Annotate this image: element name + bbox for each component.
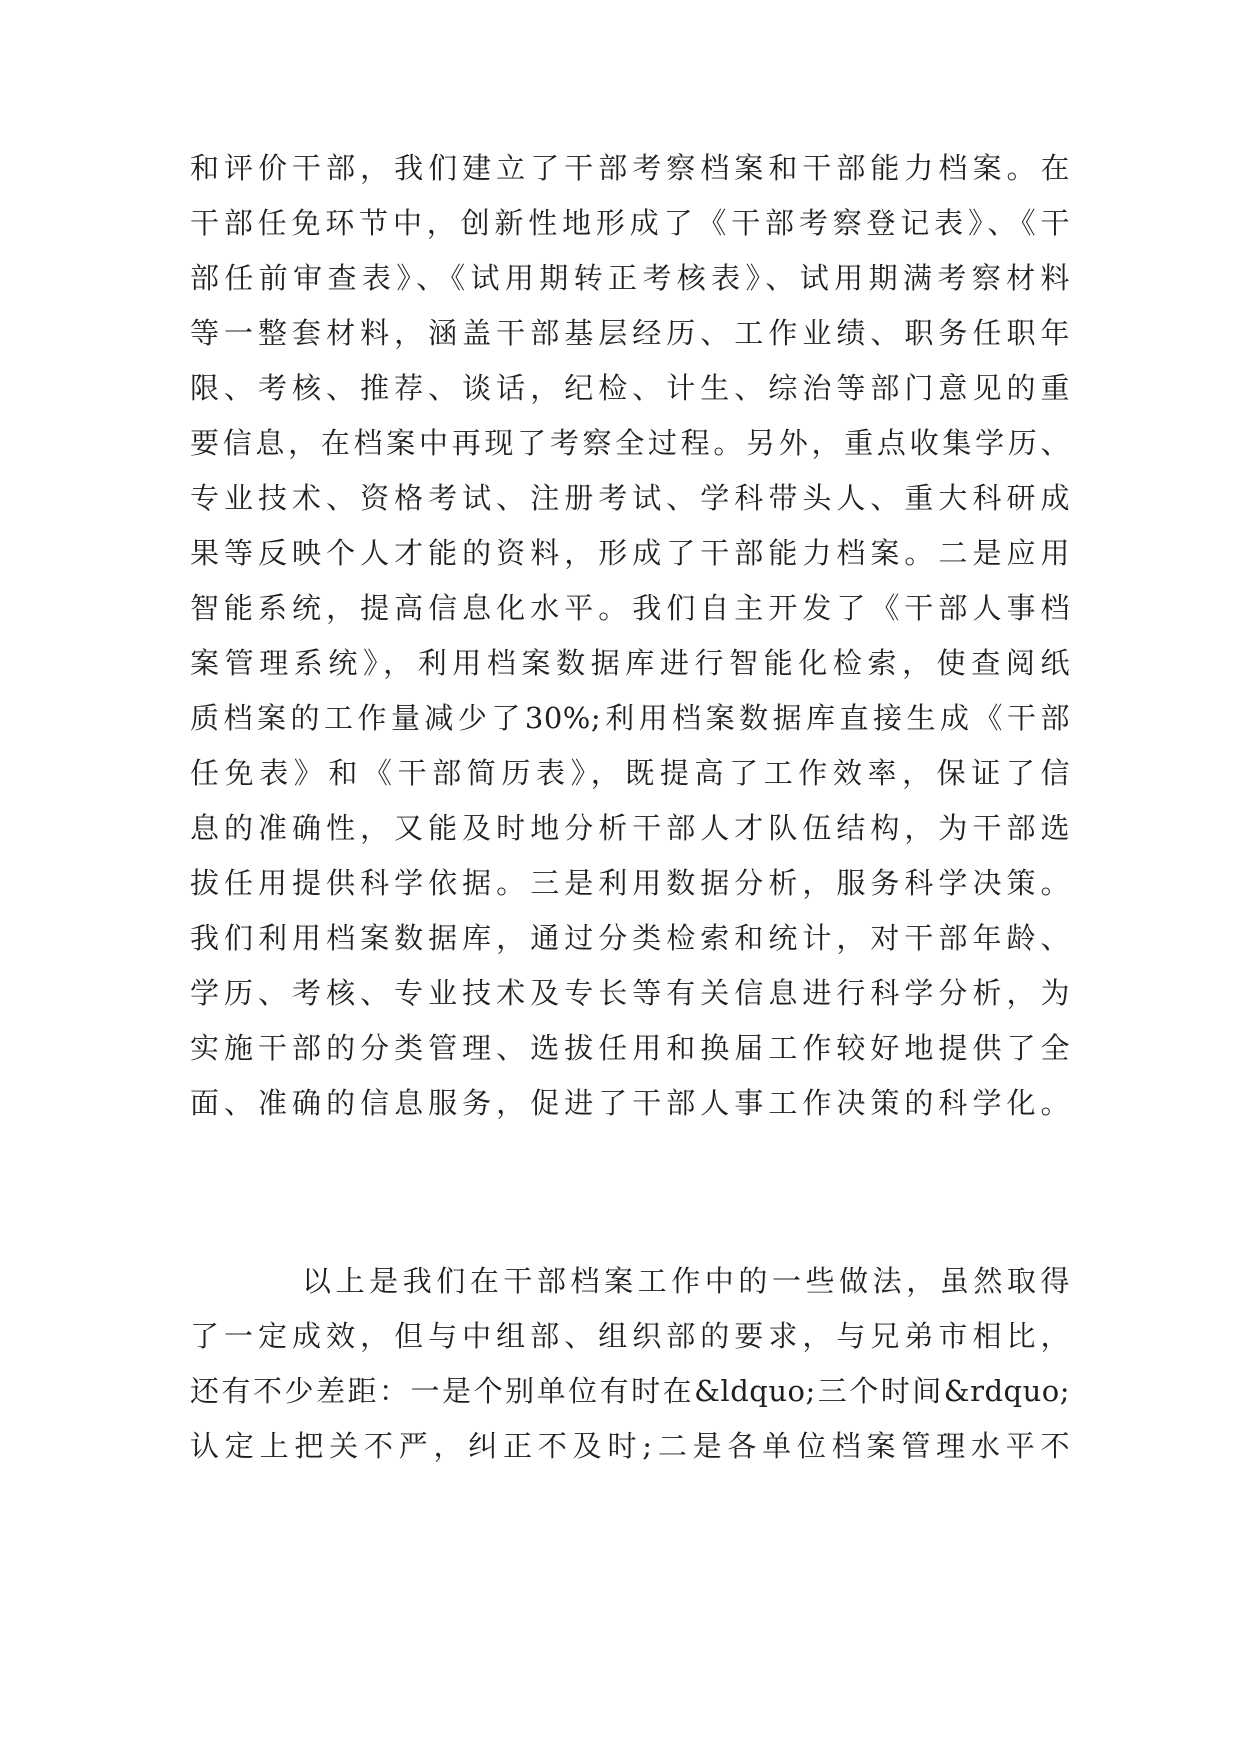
text-line: 以上是我们在干部档案工作中的一些做法，虽然取得: [302, 1264, 1070, 1298]
text-line: 还有不少差距：一是个别单位有时在&ldquo;三个时间&rdquo;: [190, 1374, 1070, 1408]
text-line: 和评价干部，我们建立了干部考察档案和干部能力档案。在: [190, 151, 1070, 185]
text-line: 专业技术、资格考试、注册考试、学科带头人、重大科研成: [190, 481, 1070, 515]
text-line: 干部任免环节中，创新性地形成了《干部考察登记表》、《干: [190, 206, 1070, 240]
text-line: 智能系统，提高信息化水平。我们自主开发了《干部人事档: [190, 591, 1070, 625]
text-line: 拔任用提供科学依据。三是利用数据分析，服务科学决策。: [190, 866, 1070, 900]
text-line: 果等反映个人才能的资料，形成了干部能力档案。二是应用: [190, 536, 1070, 570]
text-line: 要信息，在档案中再现了考察全过程。另外，重点收集学历、: [190, 426, 1070, 460]
text-line: 面、准确的信息服务，促进了干部人事工作决策的科学化。: [190, 1086, 1070, 1120]
text-line: 了一定成效，但与中组部、组织部的要求，与兄弟市相比，: [190, 1319, 1070, 1353]
text-line: 部任前审查表》、《试用期转正考核表》、试用期满考察材料: [190, 261, 1070, 295]
text-line: 实施干部的分类管理、选拔任用和换届工作较好地提供了全: [190, 1031, 1070, 1065]
text-line: 我们利用档案数据库，通过分类检索和统计，对干部年龄、: [190, 921, 1070, 955]
text-line: 限、考核、推荐、谈话，纪检、计生、综治等部门意见的重: [190, 371, 1070, 405]
text-line: 等一整套材料，涵盖干部基层经历、工作业绩、职务任职年: [190, 316, 1070, 350]
text-line: 案管理系统》，利用档案数据库进行智能化检索，使查阅纸: [190, 646, 1070, 680]
text-line: 质档案的工作量减少了30%;利用档案数据库直接生成《干部: [190, 701, 1070, 735]
text-line: 任免表》和《干部简历表》，既提高了工作效率，保证了信: [190, 756, 1070, 790]
text-line: 学历、考核、专业技术及专长等有关信息进行科学分析，为: [190, 976, 1070, 1010]
text-line: 息的准确性，又能及时地分析干部人才队伍结构，为干部选: [190, 811, 1070, 845]
text-line: 认定上把关不严，纠正不及时;二是各单位档案管理水平不: [190, 1429, 1070, 1463]
